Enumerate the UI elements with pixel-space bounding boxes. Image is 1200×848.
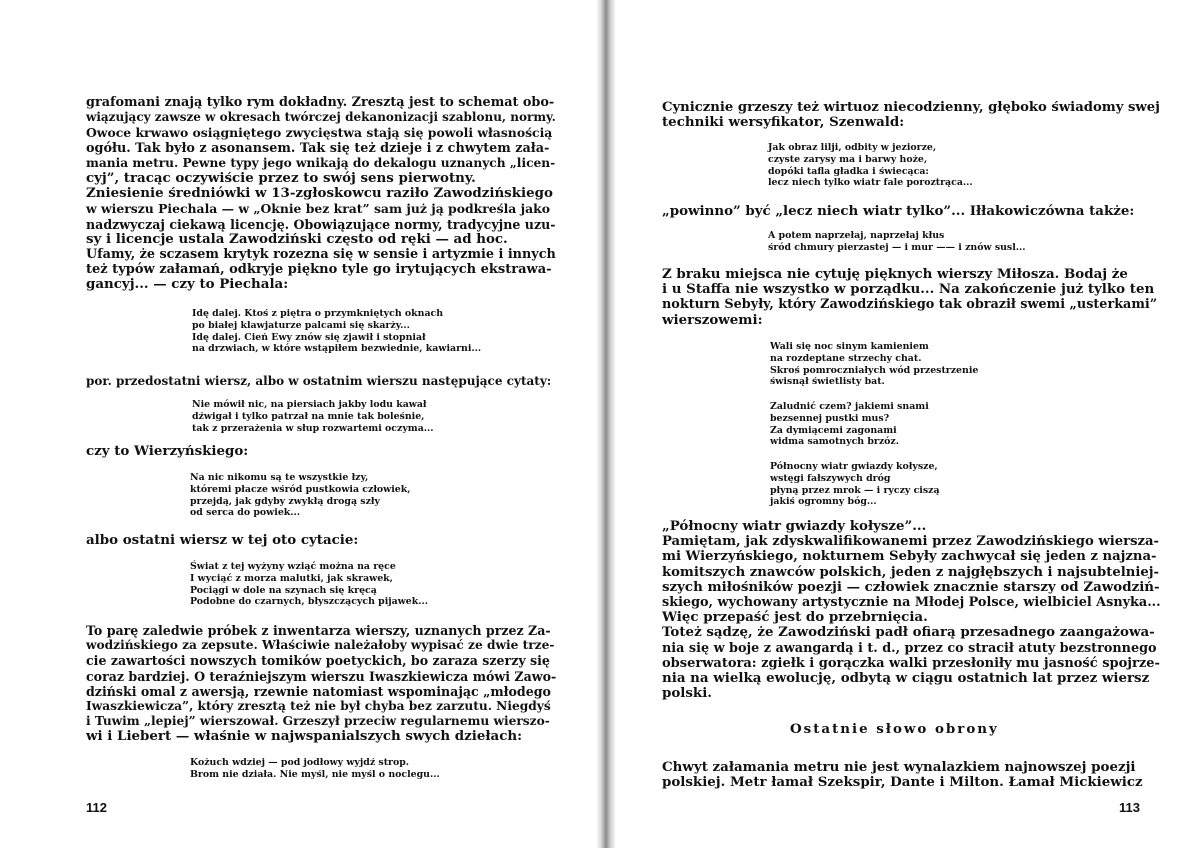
paragraph-line: ogółu. Tak było z asonansem. Tak się też dzieje i z chwytem zała- [86,140,550,156]
quote-line: Kożuch wdziej — pod jodłowy wyjdź strop. [190,757,410,768]
quote-line: Za dymiącemi zagonami [770,424,897,436]
quote-line: wstęgi fałszywych dróg [770,472,891,484]
quote-line: A potem naprzełaj, naprzełaj kłus [768,230,945,241]
paragraph-line: „powinno” być „lecz niech wiatr tylko”... Iłłakowiczówna także: [662,203,1135,219]
paragraph-line: mi Wierzyńskiego, nokturnem Sebyły zachwycał się jeden z najzna- [662,549,1157,565]
paragraph-line: w wierszu Piechala — w „Oknie bez krat” sam już ją podkreśla jako [86,201,551,217]
quote-line: Północny wiatr gwiazdy kołysze, [770,461,938,472]
paragraph-line: polskiej. Metr łamał Szekspir, Dante i Milton. Łamał Mickiewicz [662,774,1143,791]
quote-line: Idę dalej. Cień Ewy znów się zjawił i stopniał [192,331,426,343]
paragraph-line: polski. [662,685,712,702]
quote-line: Wali się noc sinym kamieniem [770,341,929,352]
paragraph-line: nokturn Sebyły, który Zawodzińskiego tak obraził swemi „usterkami” [662,297,1158,313]
paragraph-line: cyj”, tracąc oczywiście przez to swój sens pierwotny. [86,170,476,186]
paragraph-line: Więc przepaść jest do przebrnięcia. [662,609,928,626]
quote-line: od serca do powiek... [190,507,301,519]
paragraph-line: wiązujący zawsze w okresach twórczej dekanonizacji szablonu, normy. [86,110,556,125]
quote-line: śród chmury pierzastej — i mur —— i znów susl... [768,241,1026,253]
paragraph-line: wi i Liebert — właśnie w najwspanialszych swych dziełach: [86,728,523,745]
quote-line: tak z przerażenia w słup rozwartemi oczyma... [192,422,434,434]
quote-line: któremi płacze wśród pustkowia człowiek, [190,483,411,495]
quote-line: Nie mówił nic, na piersiach jakby lodu kawał [192,399,427,410]
paragraph-line: Owoce krwawo osiągniętego zwycięstwa stają się powoli własnością [86,125,553,141]
quote-line: przejdą, jak gdyby zwykłą drogą szły [190,495,380,507]
paragraph-line: Toteż sądzę, że Zawodziński padł ofiarą przesadnego zaangażowa- [662,624,1155,641]
quote-line: Jak obraz lilji, odbity w jeziorze, [768,142,937,153]
paragraph-line: por. przedostatni wiersz, albo w ostatnim wierszu następujące cytaty: [86,374,552,388]
quote-line: na rozdeptane strzechy chat. [770,352,922,364]
paragraph-line: dziński omal z awersją, rzewnie natomiast wspominając „młodego [86,683,551,699]
page-number: 113 [1119,800,1140,815]
quote-line: na drzwiach, w które wstąpiłem bezwiednie, kawiarni... [192,343,482,355]
paragraph-line: Chwyt załamania metru nie jest wynalazkiem najnowszej poezji [662,759,1136,775]
quote-line: lecz niech tylko wiatr fale poroztrąca... [768,177,973,189]
quote-line: Na nic nikomu są te wszystkie łzy, [190,472,369,483]
paragraph-line: i Tuwim „lepiej” wierszował. Grzeszył przeciw regularnemu wierszo- [86,714,550,729]
paragraph-line: wierszowemi: [662,311,763,328]
quote-line: widma samotnych brzóz. [770,436,900,448]
section-heading: Ostatnie słowo obrony [790,721,999,737]
quote-line: Świat z tej wyżyny wziąć można na ręce [190,561,396,572]
paragraph-line: wodzińskiego za zepsute. Właściwie należałoby wypisać ze dwie trze- [86,638,555,653]
right-page [616,0,1200,848]
paragraph-line: nia się w boje z awangardą i t. d., przez co stracił atuty bezstronnego [662,640,1157,656]
paragraph-line: szych miłośników poezji — człowiek znacznie starszy od Zawodziń- [662,578,1160,595]
paragraph-line: grafomani znają tylko rym dokładny. Zresztą jest to schemat obo- [86,95,555,110]
paragraph-line: obserwatora: zgiełk i gorączka walki przesłoniły mu jasność spojrze- [662,655,1160,671]
paragraph-line: mania metru. Pewne typy jego wnikają do dekalogu uznanych „licen- [86,155,556,170]
quote-line: Brom nie działa. Nie myśl, nie myśl o noclegu... [190,768,440,780]
book-gutter [596,0,616,848]
quote-line: jakiś ogromny bóg... [770,496,877,508]
quote-line: Idę dalej. Ktoś z piętra o przymkniętych oknach [192,308,444,319]
paragraph-line: techniki wersyfikator, Szenwald: [662,114,905,131]
paragraph-line: Ufamy, że sczasem krytyk rozezna się w sensie i artyzmie i innych [86,247,556,262]
paragraph-line: nadzwyczaj ciekawą licencję. Obowiązujące normy, tradycyjne uzu- [86,216,556,232]
paragraph-line: czy to Wierzyńskiego: [86,443,249,459]
paragraph-line: sy i licencje ustala Zawodziński często od ręki — ad hoc. [86,230,508,247]
quote-line: świsnął świetlisty bat. [770,376,885,388]
paragraph-line: Z braku miejsca nie cytuję pięknych wierszy Miłosza. Bodaj że [662,266,1128,282]
quote-line: Zaludnić czem? jakiemi snami [770,401,929,412]
paragraph-line: Zniesienie średniówki w 13-zgłoskowcu raziło Zawodzińskiego [86,185,553,202]
quote-line: czyste zarysy ma i barwy hoże, [768,153,928,165]
page-number: 112 [86,800,107,815]
paragraph-line: też typów załamań, odkryje piękno tyle go irytujących ekstrawa- [86,262,552,278]
quote-line: dźwigał i tylko patrzał na mnie tak boleśnie, [192,410,425,422]
quote-line: Skroś pomroczniałych wód przestrzenie [770,364,979,376]
quote-line: Podobne do czarnych, błyszczących pijawek... [190,596,429,608]
paragraph-line: cie zawartości nowszych tomików poetyckich, bo zaraza szerzy się [86,653,550,669]
paragraph-line: i u Staffa nie wszystko w porządku... Na zakończenie już tylko ten [662,281,1155,298]
quote-line: płyną przez mrok — i ryczy ciszą [770,484,940,496]
quote-line: I wyciąć z morza malutki, jak skrawek, [190,572,393,584]
paragraph-line: Cynicznie grzeszy też wirtuoz niecodzienny, głęboko świadomy swej [662,100,1160,115]
quote-line: dopóki tafla gładka i świecąca: [768,165,929,177]
paragraph-line: coraz bardziej. O teraźniejszym wierszu Iwaszkiewicza mówi Zawo- [86,668,557,684]
paragraph-line: nia na wielką ewolucję, odbytą w ciągu ostatnich lat przez wiersz [662,670,1150,686]
paragraph-line: skiego, wychowany artystycznie na Młodej Polsce, wielbiciel Asnyka... [662,595,1161,610]
paragraph-line: Pamiętam, jak zdyskwalifikowanemi przez Zawodzińskiego wiersza- [662,534,1160,550]
paragraph-line: „Północny wiatr gwiazdy kołysze”... [662,518,927,534]
paragraph-line: gancyj... — czy to Piechala: [86,276,289,293]
paragraph-line: albo ostatni wiersz w tej oto cytacie: [86,532,359,548]
paragraph-line: Iwaszkiewicza”, który zresztą też nie był chyba bez zarzutu. Niegdyś [86,699,551,713]
quote-line: Pociągi w dole na szynach się kręcą [190,584,377,596]
quote-line: bezsennej pustki mus? [770,412,890,424]
quote-line: po białej klawjaturze palcami się skarży... [192,319,410,331]
left-page [0,0,596,848]
paragraph-line: To parę zaledwie próbek z inwentarza wierszy, uznanych przez Za- [86,623,551,638]
paragraph-line: komitszych znawców polskich, jeden z najgłębszych i najsubtelniej- [662,564,1160,580]
